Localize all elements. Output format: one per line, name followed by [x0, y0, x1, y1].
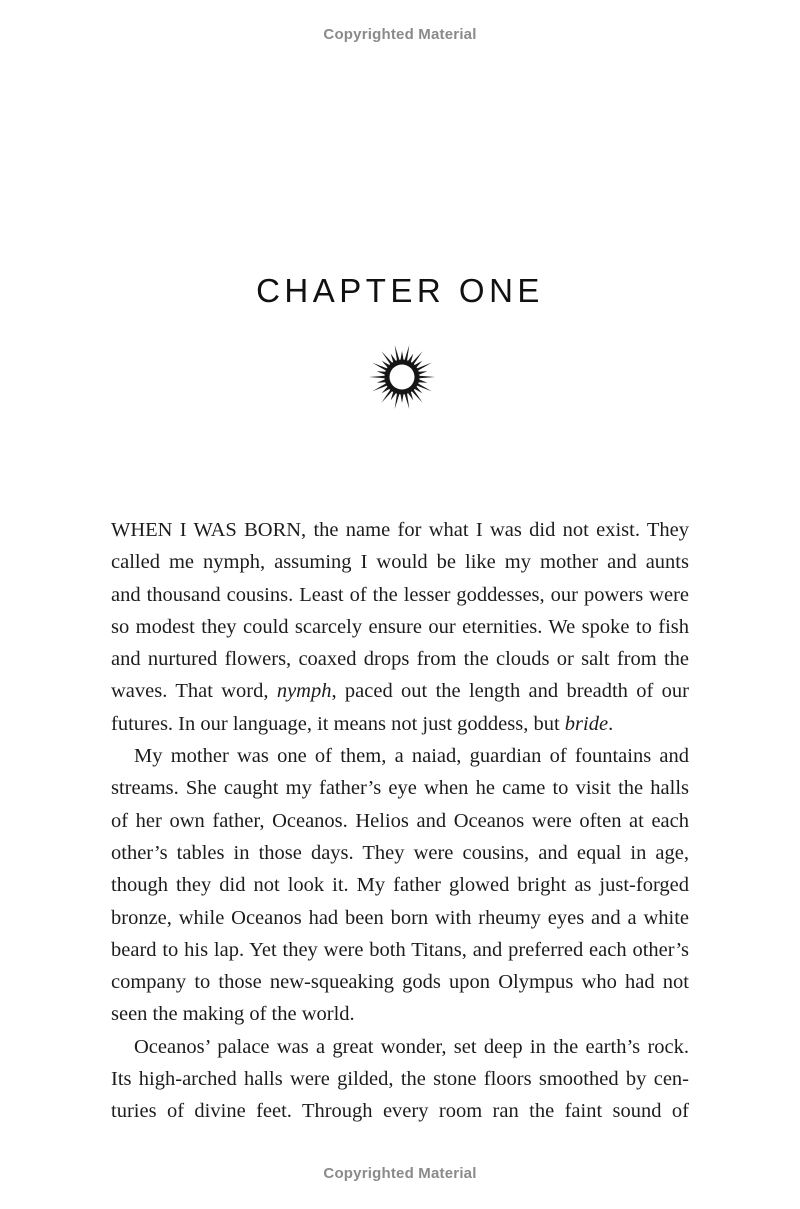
text-line [111, 934, 689, 966]
text-line [111, 1031, 689, 1063]
italic-word: bride [564, 712, 609, 735]
text-run: though they did not look it. My father glowed bright as just-forged [111, 874, 689, 897]
text-run: waves. That word, [111, 680, 277, 703]
text-run: WHEN I WAS BORN, the name for what I was did not exist. They [111, 519, 689, 541]
chapter-body-text [111, 514, 689, 1128]
text-run: beard to his lap. Yet they were both Titans, and preferred each other’s [111, 938, 689, 961]
text-line [111, 772, 689, 804]
text-run: , paced out the length and breadth of our [331, 680, 690, 703]
text-line [111, 837, 689, 869]
text-line [111, 1063, 689, 1095]
text-run: futures. In our language, it means not just goddess, but [111, 712, 565, 735]
text-run: bronze, while Oceanos had been born with rheumy eyes and a white [111, 906, 689, 929]
sun-ray [395, 345, 400, 362]
copyright-watermark-bottom: Copyrighted Material [323, 1165, 477, 1182]
text-line [111, 675, 689, 707]
sun-ornament-icon [368, 343, 436, 411]
sun-ray [404, 345, 409, 362]
text-run: . [608, 712, 614, 735]
sun-ray [369, 376, 386, 379]
text-line [111, 740, 689, 772]
sun-ray [404, 392, 409, 409]
italic-word: nymph [276, 680, 332, 703]
text-line [111, 1095, 689, 1127]
text-run: of her own father, Oceanos. Helios and Oceanos were often at each [111, 809, 689, 832]
sun-ray [395, 392, 400, 409]
text-line [111, 611, 689, 643]
text-line [111, 966, 689, 998]
text-line [111, 902, 689, 934]
text-run: streams. She caught my father’s eye when he came to visit the halls [111, 777, 689, 800]
text-run: and thousand cousins. Least of the lesser goddesses, our powers were [111, 583, 689, 606]
text-run: so modest they could scarcely ensure our eternities. We spoke to fish [111, 615, 689, 638]
sun-ray [418, 376, 435, 379]
text-run: and nurtured flowers, coaxed drops from the clouds or salt from the [111, 648, 689, 671]
text-run: turies of divine feet. Through every room ran the faint sound of [111, 1100, 689, 1123]
text-line [111, 708, 689, 740]
text-line [111, 514, 689, 546]
text-run: My mother was one of them, a naiad, guardian of fountains and [134, 745, 689, 768]
text-run: Oceanos’ palace was a great wonder, set deep in the earth’s rock. [134, 1035, 689, 1058]
text-run: Its high-arched halls were gilded, the stone floors smoothed by cen- [111, 1068, 689, 1091]
text-line [111, 869, 689, 901]
text-line [111, 998, 689, 1030]
text-run: other’s tables in those days. They were cousins, and equal in age, [111, 841, 689, 864]
text-line [111, 579, 689, 611]
text-run: company to those new-squeaking gods upon Olympus who had not [111, 971, 689, 994]
text-line [111, 643, 689, 675]
text-run: seen the making of the world. [111, 1003, 355, 1026]
text-run: called me nymph, assuming I would be like my mother and aunts [111, 551, 689, 574]
chapter-title: CHAPTER ONE [256, 272, 544, 309]
text-line [111, 546, 689, 578]
text-line [111, 805, 689, 837]
copyright-watermark-top: Copyrighted Material [323, 26, 477, 43]
